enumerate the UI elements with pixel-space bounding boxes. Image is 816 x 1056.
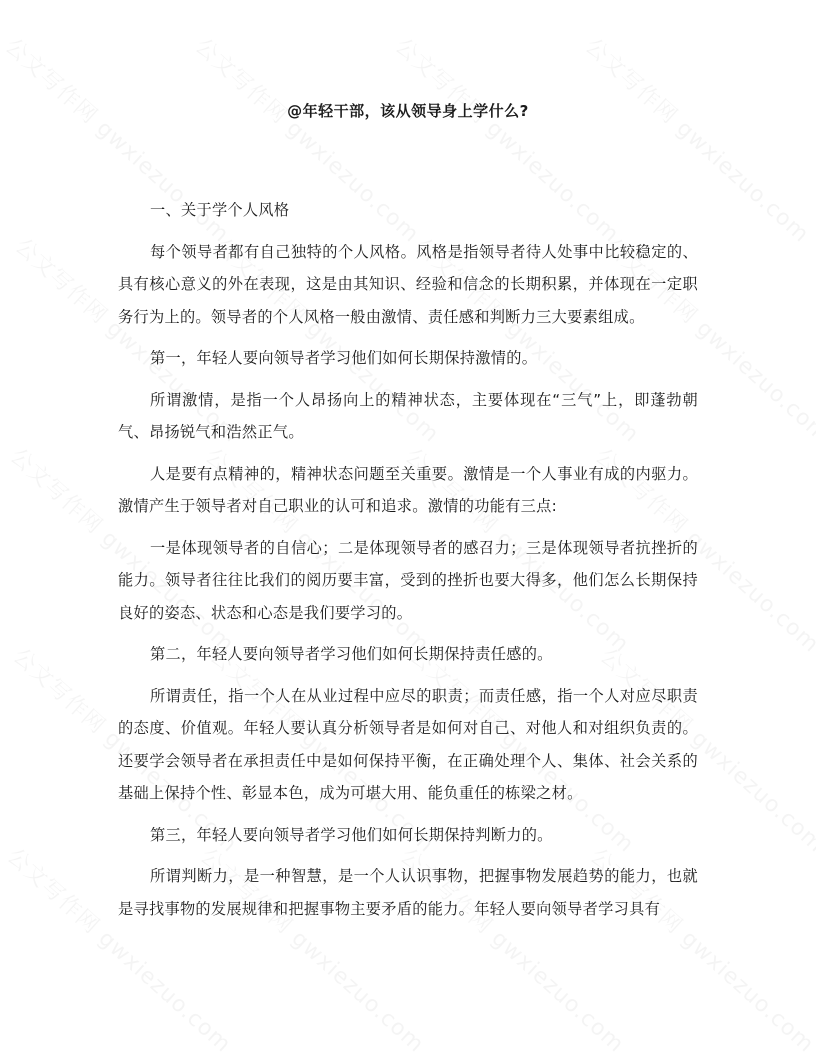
paragraph: 所谓责任，指一个人在从业过程中应尽的职责；而责任感，指一个人对应尽职责的态度、价值观。年轻人要认真分析领导者是如何对自己、对他人和对组织负责的。还要学会领导者在承担责任中是如何保持平衡，在正确处理个人、集体、社会关系的基础上保持个性、彰显本色，成为可堪大用、能负重任的栋梁之材。	[118, 686, 698, 802]
paragraph: 所谓激情，是指一个人昂扬向上的精神状态，主要体现在“三气”上，即蓬勃朝气、昂扬锐气和浩然正气。	[118, 390, 698, 441]
paragraph: 一是体现领导者的自信心；二是体现领导者的感召力；三是体现领导者抗挫折的能力。领导者往往比我们的阅历要丰富，受到的挫折也要大得多，他们怎么长期保持良好的姿态、状态和心态是我们要学习的。	[118, 538, 698, 622]
subheading-paragraph: 第二，年轻人要向领导者学习他们如何长期保持责任感的。	[150, 645, 553, 663]
paragraph: 每个领导者都有自己独特的个人风格。风格是指领导者待人处事中比较稳定的、具有核心意义的外在表现，这是由其知识、经验和信念的长期积累，并体现在一定职务行为上的。领导者的个人风格一般由激情、责任感和判断力三大要素组成。	[118, 242, 698, 326]
section-heading: 一、关于学个人风格	[150, 201, 290, 219]
subheading-paragraph: 第一，年轻人要向领导者学习他们如何长期保持激情的。	[150, 349, 538, 367]
subheading-paragraph: 第三，年轻人要向领导者学习他们如何长期保持判断力的。	[150, 825, 553, 844]
document-title: @年轻干部，该从领导身上学什么?	[287, 102, 529, 120]
document-body	[118, 96, 698, 934]
paragraph: 所谓判断力，是一种智慧，是一个人认识事物，把握事物发展趋势的能力，也就是寻找事物的发展规律和把握事物主要矛盾的能力。年轻人要向领导者学习具有	[118, 867, 698, 918]
paragraph: 人是要有点精神的，精神状态问题至关重要。激情是一个人事业有成的内驱力。激情产生于领导者对自己职业的认可和追求。激情的功能有三点:	[118, 464, 698, 515]
